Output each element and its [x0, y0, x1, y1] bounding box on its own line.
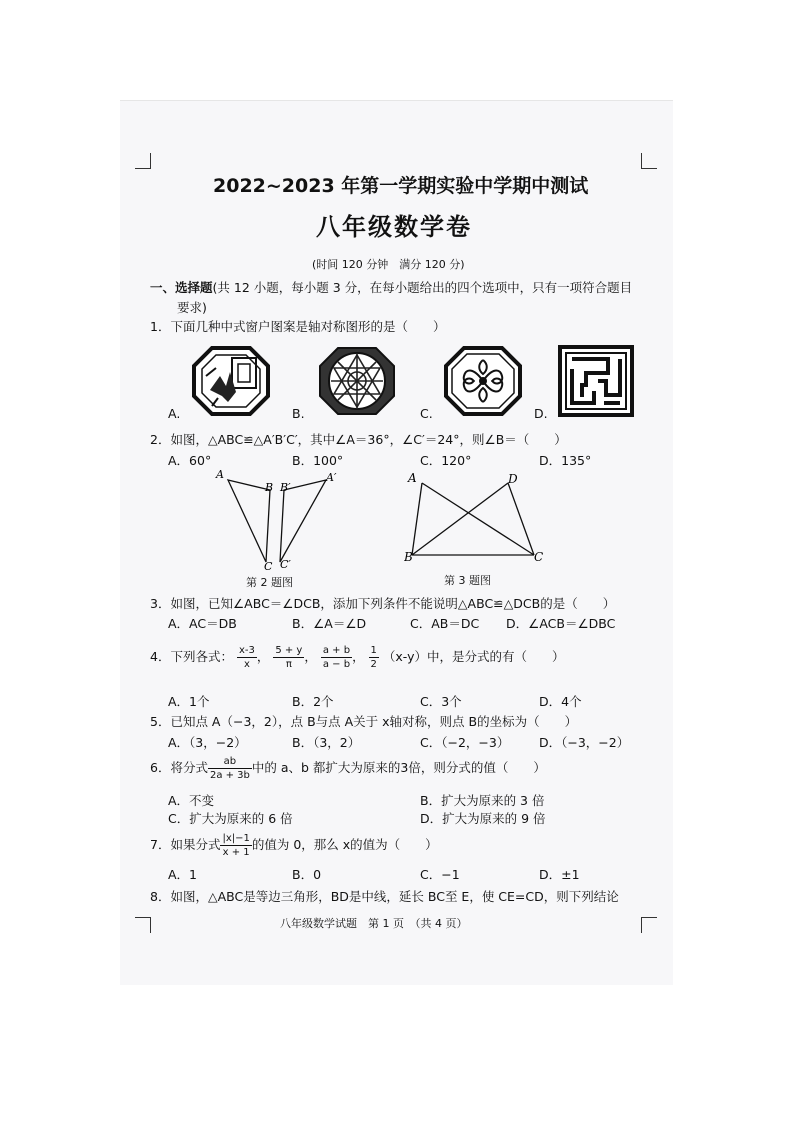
- q6-fraction: [208, 755, 252, 782]
- q2-option-b: B．100°: [292, 453, 344, 468]
- q3-label-a: A: [408, 471, 417, 485]
- q6-option-c: C．扩大为原来的 6 倍: [168, 811, 293, 826]
- q5-option-c: C．（−2，−3）: [420, 735, 510, 750]
- crop-mark-bottom-left: [135, 917, 151, 933]
- q5-option-d: D．（−3，−2）: [539, 735, 630, 750]
- q4-fraction-4: [369, 644, 379, 671]
- question-4-stem: 4．下列各式： $\frac{x-3}{x}$ ， $\frac{5 + y}{\pi}$ ， $\frac{a + b}{a - b}$ ， $\frac{1}{2}$ （x-y）中，是分式的有（ ）: [150, 645, 565, 670]
- q4-fraction-1: [237, 644, 257, 671]
- q6-prefix: 6．将分式: [150, 760, 208, 775]
- question-3-stem: 3．如图，已知∠ABC＝∠DCB，添加下列条件不能说明△ABC≌△DCB的是（ ）: [150, 596, 616, 611]
- q4-fraction-2: [273, 644, 304, 671]
- q4-f4-num: 1: [370, 645, 377, 656]
- section-desc-line2: 要求): [177, 300, 207, 315]
- q2-label-b-prime: B′: [280, 481, 291, 494]
- exam-page: [120, 100, 673, 985]
- q3-figure-caption: 第 3 题图: [444, 574, 491, 587]
- q4-f2-den: π: [285, 659, 292, 670]
- q4-f2-num: 5 + y: [275, 645, 303, 656]
- q3-option-c: C．AB＝DC: [410, 616, 480, 631]
- q4-suffix: （x-y）中，是分式的有（ ）: [382, 649, 565, 664]
- q4-option-a: A．1个: [168, 694, 210, 709]
- question-5-stem: 5．已知点 A（−3，2），点 B与点 A关于 x轴对称，则点 B的坐标为（ ）: [150, 714, 578, 729]
- section-desc-line1: (共 12 小题，每小题 3 分，在每小题给出的四个选项中，只有一项符合题目: [212, 280, 633, 295]
- window-pattern-c: [444, 346, 522, 420]
- q1-option-d: D.: [534, 406, 548, 421]
- question-6-stem: [150, 755, 546, 782]
- q4-option-b: B．2个: [292, 694, 334, 709]
- window-pattern-a: [192, 346, 270, 420]
- q2-label-c: C: [264, 560, 273, 571]
- q3-figure: [404, 469, 554, 573]
- crop-mark-top-right: [641, 153, 657, 169]
- window-pattern-b: [318, 346, 396, 420]
- q4-option-c: C．3个: [420, 694, 462, 709]
- q6-option-a: A．不变: [168, 793, 215, 808]
- q7-option-c: C．−1: [420, 867, 460, 882]
- q6-f-den: 2a + 3b: [209, 770, 250, 781]
- q4-f1-den: x: [243, 659, 250, 670]
- q6-option-d: D．扩大为原来的 9 倍: [420, 811, 546, 826]
- q3-option-a: A．AC＝DB: [168, 616, 237, 631]
- q2-figure-caption: 第 2 题图: [246, 576, 293, 589]
- q2-label-a: A: [216, 468, 224, 481]
- q2-label-c-prime: C′: [280, 558, 291, 571]
- section-heading: 一、选择题: [150, 280, 213, 295]
- q7-fraction: [220, 832, 251, 859]
- q7-option-d: D．±1: [539, 867, 580, 882]
- crop-mark-bottom-right: [641, 917, 657, 933]
- question-1-stem: 1．下面几种中式窗户图案是轴对称图形的是（ ）: [150, 319, 446, 334]
- q4-f3-den: a − b: [322, 659, 351, 670]
- q5-option-a: A．（3，−2）: [168, 735, 247, 750]
- q7-option-a: A．1: [168, 867, 198, 882]
- q4-prefix: 4．下列各式：: [150, 649, 233, 664]
- q6-suffix: 中的 a、b 都扩大为原来的3倍，则分式的值（ ）: [251, 760, 546, 775]
- q2-option-c: C．120°: [420, 453, 472, 468]
- q2-option-d: D．135°: [539, 453, 592, 468]
- q2-figure: [210, 466, 350, 575]
- q4-f3-num: a + b: [322, 645, 351, 656]
- q6-f-num: ab: [208, 755, 252, 769]
- q1-option-c: C.: [420, 406, 433, 421]
- q3-option-d: D．∠ACB＝∠DBC: [506, 616, 616, 631]
- section-description: [150, 278, 632, 296]
- q3-option-b: B．∠A＝∠D: [292, 616, 367, 631]
- q3-label-b: B: [404, 550, 413, 564]
- q3-label-d: D: [508, 472, 518, 486]
- q2-option-a: A．60°: [168, 453, 212, 468]
- q7-prefix: 7．如果分式: [150, 837, 221, 852]
- q1-option-a: A.: [168, 406, 181, 421]
- question-8-stem: 8．如图，△ABC是等边三角形，BD是中线，延长 BC至 E，使 CE=CD，则下列结论: [150, 889, 619, 904]
- exam-title: 2022~2023 年第一学期实验中学期中测试: [213, 175, 589, 197]
- page-footer: 八年级数学试题 第 1 页 （共 4 页）: [280, 917, 468, 930]
- exam-info: (时间 120 分钟 满分 120 分): [312, 258, 465, 271]
- exam-subtitle: 八年级数学卷: [316, 213, 472, 241]
- q2-label-a-prime: A′: [326, 471, 337, 484]
- q3-label-c: C: [534, 550, 544, 564]
- q2-label-b: B: [265, 481, 274, 494]
- question-7-stem: [150, 832, 438, 859]
- crop-mark-top-left: [135, 153, 151, 169]
- q4-option-d: D．4个: [539, 694, 582, 709]
- q1-option-b: B.: [292, 406, 305, 421]
- q4-f1-num: x-3: [238, 645, 255, 656]
- q4-fraction-3: [321, 644, 352, 671]
- q7-option-b: B．0: [292, 867, 322, 882]
- q6-option-b: B．扩大为原来的 3 倍: [420, 793, 545, 808]
- q7-f-num: |x|−1: [222, 833, 250, 844]
- q7-suffix: 的值为 0，那么 x的值为（ ）: [251, 837, 438, 852]
- question-2-stem: 2．如图，△ABC≌△A′B′C′，其中∠A＝36°，∠C′＝24°，则∠B＝（ ）: [150, 432, 567, 447]
- window-pattern-d: [558, 345, 634, 421]
- q5-option-b: B．（3，2）: [292, 735, 361, 750]
- q4-f4-den: 2: [370, 659, 377, 670]
- q7-f-den: x + 1: [222, 847, 250, 858]
